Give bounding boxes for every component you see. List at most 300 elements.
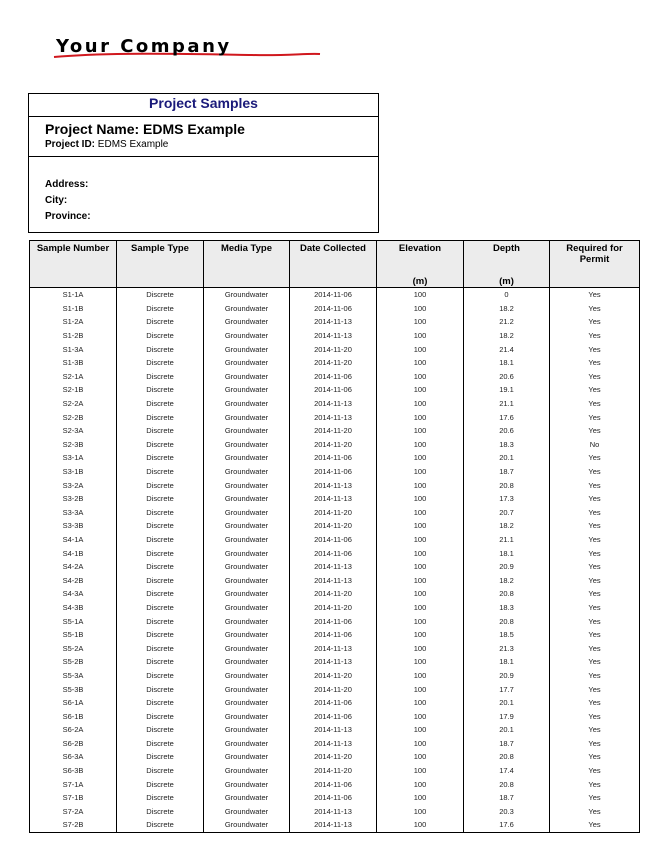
unit-sample-number [30,273,117,288]
cell-sample-number: S5-3A [30,669,117,683]
cell-date-collected: 2014-11-06 [290,465,377,479]
cell-sample-type: Discrete [117,682,204,696]
province-label: Province: [45,211,91,222]
project-id-label: Project ID: [45,139,96,150]
cell-media-type: Groundwater [204,573,290,587]
cell-sample-type: Discrete [117,655,204,669]
cell-date-collected: 2014-11-06 [290,546,377,560]
cell-sample-type: Discrete [117,533,204,547]
report-title: Project Samples [29,94,378,117]
cell-date-collected: 2014-11-13 [290,397,377,411]
cell-elevation: 100 [377,533,464,547]
cell-media-type: Groundwater [204,383,290,397]
cell-sample-number: S3-2B [30,492,117,506]
cell-sample-type: Discrete [117,546,204,560]
cell-media-type: Groundwater [204,641,290,655]
cell-date-collected: 2014-11-13 [290,315,377,329]
cell-date-collected: 2014-11-06 [290,451,377,465]
cell-depth: 18.2 [464,329,550,343]
cell-sample-number: S4-1B [30,546,117,560]
cell-date-collected: 2014-11-06 [290,614,377,628]
cell-required-for-permit: Yes [550,383,640,397]
cell-date-collected: 2014-11-06 [290,696,377,710]
cell-depth: 20.8 [464,750,550,764]
cell-media-type: Groundwater [204,451,290,465]
cell-media-type: Groundwater [204,818,290,832]
cell-media-type: Groundwater [204,777,290,791]
cell-depth: 20.6 [464,370,550,384]
cell-date-collected: 2014-11-13 [290,655,377,669]
cell-elevation: 100 [377,397,464,411]
table-row [30,805,640,819]
cell-depth: 18.2 [464,573,550,587]
project-name [45,117,378,138]
cell-depth: 20.1 [464,451,550,465]
cell-media-type: Groundwater [204,356,290,370]
cell-required-for-permit: Yes [550,288,640,302]
unit-depth: (m) [464,273,550,288]
cell-required-for-permit: Yes [550,492,640,506]
cell-sample-number: S3-2A [30,478,117,492]
cell-date-collected: 2014-11-06 [290,709,377,723]
cell-depth: 18.2 [464,302,550,316]
cell-sample-number: S7-1B [30,791,117,805]
cell-elevation: 100 [377,356,464,370]
cell-required-for-permit: Yes [550,356,640,370]
cell-elevation: 100 [377,750,464,764]
cell-date-collected: 2014-11-06 [290,383,377,397]
cell-sample-type: Discrete [117,573,204,587]
table-row [30,818,640,832]
cell-sample-number: S6-3B [30,764,117,778]
table-row [30,737,640,751]
cell-date-collected: 2014-11-06 [290,288,377,302]
table-row [30,573,640,587]
cell-sample-type: Discrete [117,750,204,764]
cell-elevation: 100 [377,478,464,492]
cell-media-type: Groundwater [204,696,290,710]
cell-sample-number: S2-1B [30,383,117,397]
table-row [30,533,640,547]
cell-elevation: 100 [377,370,464,384]
cell-required-for-permit: Yes [550,818,640,832]
table-row [30,410,640,424]
cell-required-for-permit: Yes [550,777,640,791]
table-body [30,288,640,833]
cell-elevation: 100 [377,560,464,574]
cell-elevation: 100 [377,492,464,506]
cell-date-collected: 2014-11-13 [290,805,377,819]
cell-date-collected: 2014-11-06 [290,628,377,642]
cell-sample-type: Discrete [117,587,204,601]
cell-required-for-permit: Yes [550,478,640,492]
table-row [30,723,640,737]
cell-sample-number: S2-2A [30,397,117,411]
cell-sample-number: S3-3B [30,519,117,533]
table-row [30,451,640,465]
cell-date-collected: 2014-11-06 [290,302,377,316]
cell-required-for-permit: Yes [550,302,640,316]
cell-elevation: 100 [377,614,464,628]
cell-media-type: Groundwater [204,764,290,778]
cell-sample-type: Discrete [117,465,204,479]
cell-depth: 20.1 [464,696,550,710]
cell-sample-type: Discrete [117,818,204,832]
cell-sample-number: S1-3A [30,342,117,356]
cell-depth: 18.1 [464,356,550,370]
cell-date-collected: 2014-11-13 [290,560,377,574]
cell-date-collected: 2014-11-20 [290,424,377,438]
cell-elevation: 100 [377,329,464,343]
table-row [30,356,640,370]
cell-date-collected: 2014-11-20 [290,506,377,520]
cell-depth: 20.1 [464,723,550,737]
unit-sample-type [117,273,204,288]
cell-elevation: 100 [377,573,464,587]
cell-sample-number: S3-1B [30,465,117,479]
cell-depth: 18.1 [464,546,550,560]
column-header-sample-number: Sample Number [30,241,117,274]
cell-elevation: 100 [377,777,464,791]
unit-required-for-permit [550,273,640,288]
cell-depth: 21.4 [464,342,550,356]
units-row [30,273,640,288]
cell-date-collected: 2014-11-13 [290,737,377,751]
cell-date-collected: 2014-11-06 [290,791,377,805]
cell-sample-type: Discrete [117,791,204,805]
table-row [30,302,640,316]
cell-date-collected: 2014-11-20 [290,587,377,601]
cell-date-collected: 2014-11-13 [290,410,377,424]
cell-depth: 17.4 [464,764,550,778]
cell-elevation: 100 [377,383,464,397]
project-identity [29,117,378,157]
column-header-date-collected: Date Collected [290,241,377,274]
cell-date-collected: 2014-11-13 [290,478,377,492]
table-row [30,478,640,492]
cell-media-type: Groundwater [204,519,290,533]
cell-media-type: Groundwater [204,805,290,819]
column-header-sample-type: Sample Type [117,241,204,274]
cell-required-for-permit: Yes [550,451,640,465]
cell-depth: 17.6 [464,410,550,424]
table-row [30,750,640,764]
cell-elevation: 100 [377,546,464,560]
cell-depth: 18.7 [464,465,550,479]
cell-media-type: Groundwater [204,438,290,452]
cell-required-for-permit: Yes [550,764,640,778]
cell-sample-type: Discrete [117,397,204,411]
cell-media-type: Groundwater [204,601,290,615]
cell-sample-number: S6-2B [30,737,117,751]
cell-media-type: Groundwater [204,302,290,316]
cell-elevation: 100 [377,737,464,751]
table-row [30,777,640,791]
cell-sample-number: S4-2A [30,560,117,574]
table-row [30,696,640,710]
table-row [30,329,640,343]
cell-required-for-permit: Yes [550,533,640,547]
cell-sample-type: Discrete [117,424,204,438]
cell-depth: 18.1 [464,655,550,669]
table-row [30,342,640,356]
cell-sample-type: Discrete [117,438,204,452]
cell-sample-number: S3-3A [30,506,117,520]
cell-required-for-permit: Yes [550,342,640,356]
company-logo [52,30,327,64]
cell-elevation: 100 [377,791,464,805]
cell-elevation: 100 [377,410,464,424]
cell-elevation: 100 [377,451,464,465]
cell-media-type: Groundwater [204,533,290,547]
cell-sample-number: S1-3B [30,356,117,370]
cell-elevation: 100 [377,696,464,710]
cell-sample-type: Discrete [117,315,204,329]
cell-required-for-permit: No [550,438,640,452]
cell-sample-type: Discrete [117,410,204,424]
cell-date-collected: 2014-11-20 [290,601,377,615]
cell-depth: 21.1 [464,533,550,547]
cell-required-for-permit: Yes [550,560,640,574]
city-label: City: [45,195,68,206]
cell-date-collected: 2014-11-13 [290,492,377,506]
cell-elevation: 100 [377,764,464,778]
cell-media-type: Groundwater [204,506,290,520]
cell-elevation: 100 [377,315,464,329]
cell-depth: 19.1 [464,383,550,397]
table-row [30,370,640,384]
cell-date-collected: 2014-11-20 [290,682,377,696]
table-row [30,669,640,683]
table-row [30,628,640,642]
table-row [30,682,640,696]
cell-required-for-permit: Yes [550,791,640,805]
cell-sample-number: S2-2B [30,410,117,424]
table-row [30,383,640,397]
table-row [30,614,640,628]
table-row [30,709,640,723]
cell-elevation: 100 [377,818,464,832]
cell-media-type: Groundwater [204,628,290,642]
logo-text: Your Company [56,36,232,57]
unit-elevation: (m) [377,273,464,288]
cell-elevation: 100 [377,465,464,479]
cell-elevation: 100 [377,628,464,642]
cell-required-for-permit: Yes [550,655,640,669]
cell-sample-number: S1-2B [30,329,117,343]
table-row [30,764,640,778]
cell-sample-number: S4-1A [30,533,117,547]
cell-depth: 17.6 [464,818,550,832]
cell-sample-number: S6-3A [30,750,117,764]
cell-sample-number: S4-2B [30,573,117,587]
cell-elevation: 100 [377,805,464,819]
table-row [30,315,640,329]
cell-elevation: 100 [377,519,464,533]
cell-elevation: 100 [377,342,464,356]
cell-sample-number: S7-2B [30,818,117,832]
cell-sample-number: S4-3B [30,601,117,615]
column-header-required-for-permit: Required for Permit [550,241,640,274]
table-row [30,397,640,411]
cell-sample-type: Discrete [117,737,204,751]
column-header-depth: Depth [464,241,550,274]
address-label: Address: [45,179,89,190]
cell-elevation: 100 [377,424,464,438]
project-name-value: EDMS Example [143,121,245,137]
cell-date-collected: 2014-11-20 [290,764,377,778]
cell-media-type: Groundwater [204,560,290,574]
cell-media-type: Groundwater [204,288,290,302]
cell-depth: 20.8 [464,614,550,628]
cell-required-for-permit: Yes [550,641,640,655]
cell-date-collected: 2014-11-13 [290,573,377,587]
project-id-value: EDMS Example [97,139,169,150]
cell-sample-type: Discrete [117,696,204,710]
unit-date-collected [290,273,377,288]
cell-sample-number: S7-2A [30,805,117,819]
table-row [30,655,640,669]
cell-required-for-permit: Yes [550,370,640,384]
cell-date-collected: 2014-11-20 [290,356,377,370]
cell-required-for-permit: Yes [550,750,640,764]
cell-depth: 20.6 [464,424,550,438]
cell-sample-type: Discrete [117,302,204,316]
cell-required-for-permit: Yes [550,696,640,710]
cell-required-for-permit: Yes [550,546,640,560]
cell-media-type: Groundwater [204,737,290,751]
cell-sample-number: S5-1A [30,614,117,628]
cell-required-for-permit: Yes [550,573,640,587]
cell-depth: 18.7 [464,791,550,805]
cell-depth: 18.3 [464,601,550,615]
cell-depth: 20.8 [464,587,550,601]
cell-media-type: Groundwater [204,669,290,683]
cell-sample-number: S2-3A [30,424,117,438]
cell-sample-type: Discrete [117,601,204,615]
cell-sample-type: Discrete [117,560,204,574]
cell-media-type: Groundwater [204,329,290,343]
project-id [45,138,378,152]
cell-depth: 18.2 [464,519,550,533]
cell-depth: 21.1 [464,397,550,411]
cell-media-type: Groundwater [204,614,290,628]
cell-sample-number: S5-3B [30,682,117,696]
cell-date-collected: 2014-11-13 [290,329,377,343]
cell-required-for-permit: Yes [550,397,640,411]
cell-depth: 20.8 [464,478,550,492]
table-row [30,492,640,506]
table-row [30,424,640,438]
cell-sample-type: Discrete [117,288,204,302]
cell-required-for-permit: Yes [550,601,640,615]
cell-required-for-permit: Yes [550,628,640,642]
cell-sample-number: S5-2A [30,641,117,655]
cell-required-for-permit: Yes [550,315,640,329]
cell-sample-type: Discrete [117,777,204,791]
cell-date-collected: 2014-11-20 [290,750,377,764]
cell-sample-type: Discrete [117,492,204,506]
cell-sample-number: S6-1A [30,696,117,710]
cell-media-type: Groundwater [204,370,290,384]
cell-depth: 18.7 [464,737,550,751]
cell-sample-type: Discrete [117,641,204,655]
cell-media-type: Groundwater [204,478,290,492]
cell-elevation: 100 [377,288,464,302]
cell-sample-number: S1-1A [30,288,117,302]
cell-sample-number: S4-3A [30,587,117,601]
table-row [30,288,640,302]
cell-depth: 17.3 [464,492,550,506]
cell-media-type: Groundwater [204,315,290,329]
cell-elevation: 100 [377,438,464,452]
cell-depth: 17.7 [464,682,550,696]
table-row [30,791,640,805]
cell-media-type: Groundwater [204,587,290,601]
cell-sample-type: Discrete [117,506,204,520]
cell-sample-type: Discrete [117,709,204,723]
column-header-media-type: Media Type [204,241,290,274]
cell-elevation: 100 [377,682,464,696]
cell-depth: 20.9 [464,669,550,683]
cell-date-collected: 2014-11-13 [290,818,377,832]
cell-sample-type: Discrete [117,614,204,628]
cell-depth: 20.8 [464,777,550,791]
cell-date-collected: 2014-11-06 [290,533,377,547]
cell-sample-type: Discrete [117,342,204,356]
cell-required-for-permit: Yes [550,506,640,520]
cell-elevation: 100 [377,723,464,737]
project-info-box [28,93,379,233]
cell-media-type: Groundwater [204,342,290,356]
cell-required-for-permit: Yes [550,424,640,438]
cell-required-for-permit: Yes [550,410,640,424]
cell-elevation: 100 [377,601,464,615]
table-row [30,519,640,533]
cell-sample-type: Discrete [117,383,204,397]
cell-media-type: Groundwater [204,546,290,560]
table-row [30,641,640,655]
cell-required-for-permit: Yes [550,723,640,737]
cell-sample-number: S6-1B [30,709,117,723]
cell-media-type: Groundwater [204,655,290,669]
cell-elevation: 100 [377,587,464,601]
cell-elevation: 100 [377,669,464,683]
cell-elevation: 100 [377,655,464,669]
cell-required-for-permit: Yes [550,805,640,819]
table-row [30,587,640,601]
cell-elevation: 100 [377,302,464,316]
cell-required-for-permit: Yes [550,465,640,479]
cell-required-for-permit: Yes [550,669,640,683]
cell-depth: 18.5 [464,628,550,642]
cell-elevation: 100 [377,709,464,723]
cell-sample-type: Discrete [117,519,204,533]
cell-sample-type: Discrete [117,764,204,778]
cell-sample-type: Discrete [117,451,204,465]
cell-sample-type: Discrete [117,478,204,492]
cell-required-for-permit: Yes [550,329,640,343]
table-row [30,438,640,452]
cell-media-type: Groundwater [204,791,290,805]
samples-table [29,240,640,833]
cell-sample-number: S5-2B [30,655,117,669]
cell-depth: 21.3 [464,641,550,655]
cell-sample-number: S6-2A [30,723,117,737]
cell-depth: 20.3 [464,805,550,819]
cell-elevation: 100 [377,506,464,520]
cell-sample-type: Discrete [117,723,204,737]
